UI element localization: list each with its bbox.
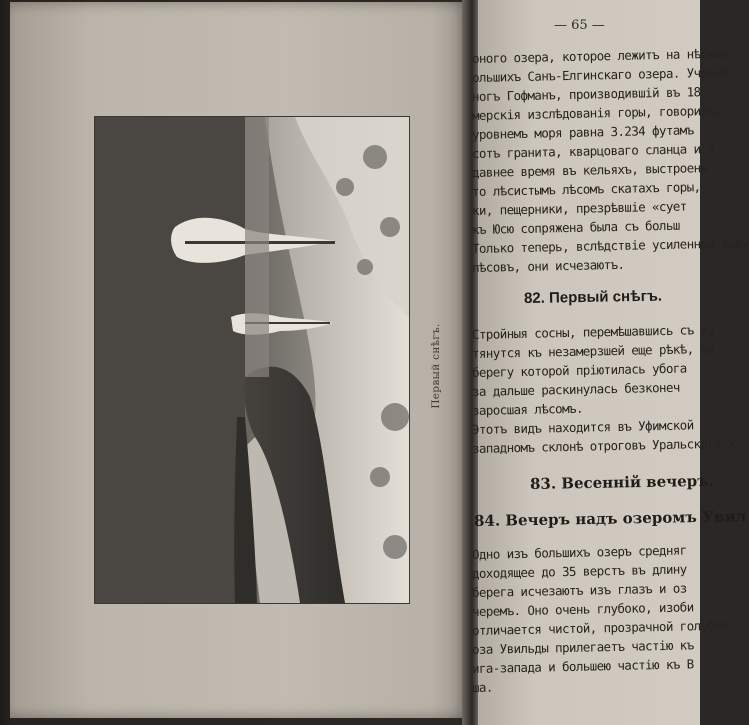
photo-caption: Первый снѣгъ.	[430, 323, 442, 409]
text-line: Этотъ видъ находится въ Уфимской	[471, 417, 694, 437]
text-line: сотъ гранита, кварцоваго сланца и н	[471, 140, 715, 161]
text-line: берега исчезаютъ изъ глазъ и оз	[471, 580, 687, 600]
text-line: то лѣсистымъ лѣсомъ скатахъ горы,	[471, 179, 701, 199]
winter-landscape-image	[95, 117, 409, 603]
text-line: отличается чистой, прозрачной голубой	[471, 617, 729, 638]
text-line: тянутся къ незамерзшей еще рѣкѣ, на	[471, 340, 715, 361]
text-line: оного озера, которое лежитъ на нѣскол	[471, 45, 729, 66]
text-line: оза Увильды прилегаетъ частію къ	[471, 637, 694, 657]
text-line: за дальше раскинулась безконеч	[471, 379, 680, 399]
photo-plate	[94, 116, 410, 604]
page-number: — 65 —	[554, 18, 605, 33]
text-line: лѣсовъ, они исчезаютъ.	[471, 256, 625, 275]
text-line: заросшая лѣсомъ.	[471, 400, 583, 418]
section-heading-82: 82. Первый снѣгъ.	[523, 287, 663, 307]
text-line: ногъ Гофманъ, производившій въ 18	[471, 84, 701, 104]
text-line: Одно изъ большихъ озеръ средняг	[471, 542, 687, 562]
text-line: доходящее до 35 верстъ въ длину	[471, 561, 687, 581]
text-line: берегу которой пріютилась убога	[471, 360, 687, 380]
text-line: мерскія изслѣдованія горы, говоритъ,	[471, 102, 722, 123]
section-heading-84: 84. Вечеръ надъ озеромъ Увил	[473, 507, 747, 530]
text-line: Только теперь, вслѣдствіе усиленной выру	[471, 235, 749, 256]
right-page	[471, 0, 749, 725]
text-line: къ Юсю сопряжена была съ больш	[471, 217, 680, 237]
text-line: ша.	[471, 679, 493, 695]
text-line: ига-запада и большею частію къ В	[471, 656, 694, 676]
text-line: ольшихъ Санъ-Елгинскаго озера. Ученый	[471, 64, 729, 85]
text-line: западномъ склонѣ отроговъ Уральскаго х	[471, 435, 736, 456]
text-line: черемъ. Оно очень глубоко, изоби	[471, 599, 694, 619]
text-line: ки, пещерники, презрѣвшіе «сует	[471, 198, 687, 218]
text-line: уровнемъ моря равна 3.234 футамъ	[471, 122, 694, 142]
text-line: Стройныя сосны, перемѣшавшись съ ку	[471, 321, 715, 342]
text-line: давнее время въ кельяхъ, выстроенн	[471, 160, 708, 180]
section-heading-83: 83. Весенній вечеръ.	[529, 471, 715, 493]
